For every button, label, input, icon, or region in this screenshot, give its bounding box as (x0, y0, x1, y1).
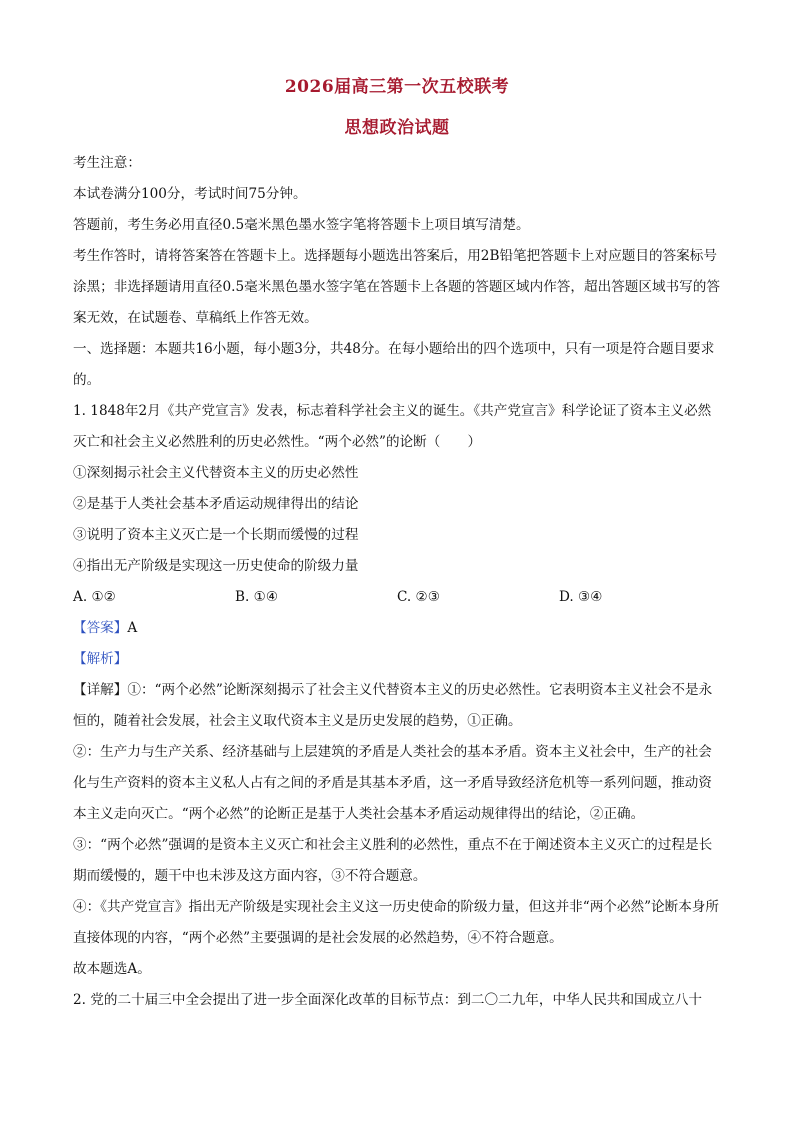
exam-title: 2026届高三第一次五校联考 (284, 77, 510, 97)
option-a: A. ①② (73, 589, 116, 605)
detail-paragraph (73, 675, 723, 737)
question-1-statement: ①深刻揭示社会主义代替资本主义的历史必然性 (73, 465, 359, 481)
option-b: B. ①④ (235, 589, 279, 605)
notice-heading: 考生注意： (73, 155, 141, 171)
detail-label: 【详解】 (73, 682, 128, 698)
detail-text: ①：“两个必然”论断深刻揭示了社会主义代替资本主义的历史必然性。它表明资本主义社会不是永恒的，随着社会发展，社会主义取代资本主义是历史发展的趋势，①正确。 (73, 682, 713, 729)
notice-item: 答题前，考生务必用直径0.5毫米黑色墨水签字笔将答题卡上项目填写清楚。 (73, 217, 530, 233)
detail-paragraph: ④：《共产党宣言》指出无产阶级是实现社会主义这一历史使命的阶级力量，但这并非“两个必然”论断本身所直接体现的内容，“两个必然”主要强调的是社会发展的必然趋势，④不符合题意。 (73, 899, 720, 946)
question-1-statement: ②是基于人类社会基本矛盾运动规律得出的结论 (73, 496, 359, 512)
detail-paragraph: ③：“两个必然”强调的是资本主义灭亡和社会主义胜利的必然性，重点不在于阐述资本主义灭亡的过程是长期而缓慢的，题干中也未涉及这方面内容，③不符合题意。 (73, 837, 713, 884)
conclusion: 故本题选A。 (73, 961, 151, 977)
analysis-label: 【解析】 (73, 651, 128, 667)
answer-line (73, 613, 723, 644)
question-1-options (73, 582, 723, 613)
option-c: C. ②③ (397, 589, 440, 605)
question-2-stem: 2. 党的二十届三中全会提出了进一步全面深化改革的目标节点：到二〇二九年，中华人民共和国成立八十 (73, 992, 703, 1008)
answer-value: A (127, 620, 138, 636)
answer-label: 【答案】 (73, 620, 128, 636)
notice-item: 考生作答时，请将答案答在答题卡上。选择题每小题选出答案后，用2B铅笔把答题卡上对应题目的答案标号涂黑；非选择题请用直径0.5毫米黑色墨水签字笔在答题卡上各题的答题区域内作答，超出答题区域书写的答案无效，在试题卷、草稿纸上作答无效。 (73, 248, 720, 326)
document-body (73, 148, 723, 1016)
question-1-stem: 1. 1848年2月《共产党宣言》发表，标志着科学社会主义的诞生。《共产党宣言》科学论证了资本主义必然灭亡和社会主义必然胜利的历史必然性。“两个必然”的论断（ ） (73, 403, 712, 450)
analysis-line (73, 644, 723, 675)
exam-subtitle: 思想政治试题 (344, 118, 450, 138)
question-1-statement: ③说明了资本主义灭亡是一个长期而缓慢的过程 (73, 527, 359, 543)
section-title: 一、选择题：本题共16小题，每小题3分，共48分。在每小题给出的四个选项中，只有一项是符合题目要求的。 (73, 341, 715, 388)
detail-paragraph: ②：生产力与生产关系、经济基础与上层建筑的矛盾是人类社会的基本矛盾。资本主义社会中，生产的社会化与生产资料的资本主义私人占有之间的矛盾是其基本矛盾，这一矛盾导致经济危机等一系列问题，推动资本主义走向灭亡。“两个必然”的论断正是基于人类社会基本矛盾运动规律得出的结论，②正确。 (73, 744, 712, 822)
question-1-statement: ④指出无产阶级是实现这一历史使命的阶级力量 (73, 558, 359, 574)
notice-item: 本试卷满分100分，考试时间75分钟。 (73, 186, 307, 202)
option-d: D. ③④ (559, 589, 603, 605)
